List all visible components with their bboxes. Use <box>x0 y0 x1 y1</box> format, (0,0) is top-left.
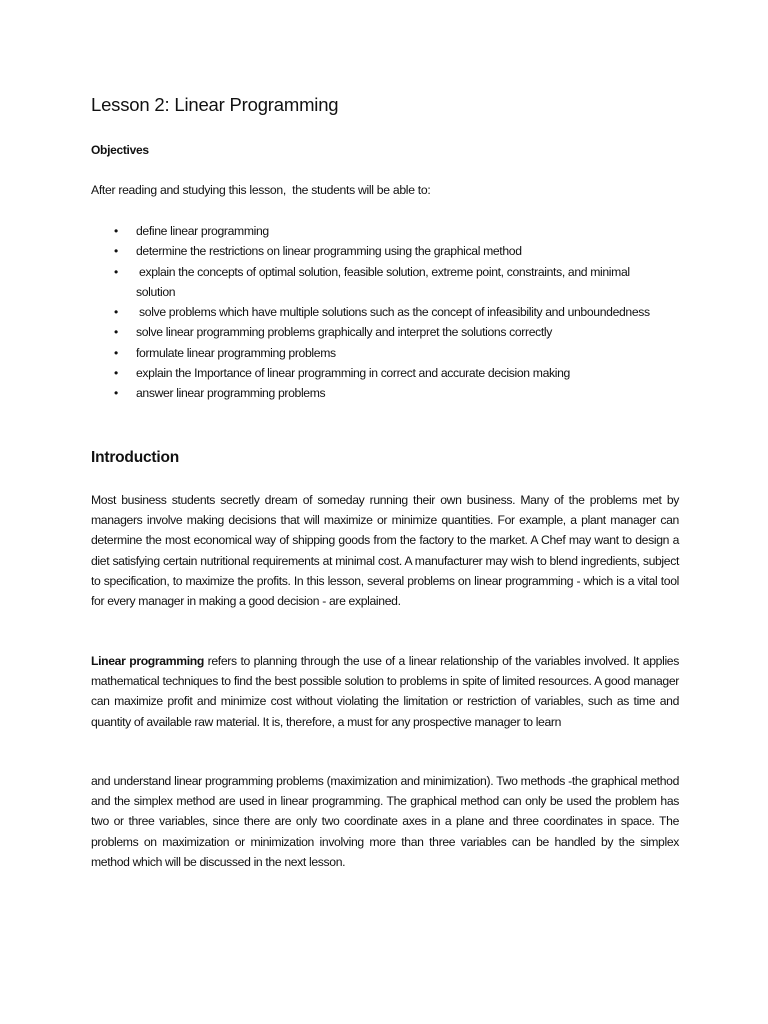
objective-item <box>91 383 651 403</box>
objective-text: formulate linear programming problems <box>136 345 336 360</box>
objective-item <box>91 363 651 383</box>
objective-item <box>91 322 651 342</box>
bullet-icon: • <box>114 224 118 238</box>
objective-item <box>91 343 651 363</box>
objective-item <box>91 262 651 303</box>
lesson-title: Lesson 2: Linear Programming <box>91 94 339 115</box>
bullet-icon: • <box>114 386 118 401</box>
objective-item <box>91 302 651 322</box>
bullet-icon: • <box>114 325 118 340</box>
objective-text: answer linear programming problems <box>136 386 326 401</box>
objective-item <box>91 221 651 241</box>
objectives-list <box>91 221 651 404</box>
introduction-paragraph-2 <box>91 651 679 732</box>
bullet-icon: • <box>114 345 118 360</box>
objective-item <box>91 241 651 261</box>
objectives-intro: After reading and studying this lesson, the students will be able to: <box>91 183 431 197</box>
objective-text: explain the Importance of linear programming in correct and accurate decision making <box>136 366 570 381</box>
bullet-icon: • <box>114 264 118 279</box>
introduction-paragraph-1: Most business students secretly dream of someday running their own business. Many of the problems met by managers involve making decisions that will maximize or minimize quantities. For example, a plant manager can determine the most economical way of shipping goods from the factory to the market. A Chef may want to design a diet satisfying certain nutritional requirements at minimal cost. A manufacturer may wish to blend ingredients, subject to specification, to maximize the profits. In this lesson, several problems on linear programming - which is a vital tool for every manager in making a good decision - are explained. <box>91 493 679 609</box>
objective-text: determine the restrictions on linear programming using the graphical method <box>136 244 522 259</box>
introduction-heading: Introduction <box>91 449 179 466</box>
objective-text: define linear programming <box>136 224 269 238</box>
linear-programming-term: Linear programming <box>91 654 204 668</box>
introduction-paragraph-3: and understand linear programming problems (maximization and minimization). Two methods -the graphical method and the simplex method are used in linear programming. The graphical method can only be used the problem has two or three variables, since there are only two coordinate axes in a plane and three coordinates in space. The problems on maximization or minimization involving more than three variables can be handled by the simplex method which will be discussed in the next lesson. <box>91 774 679 869</box>
objectives-heading: Objectives <box>91 143 149 157</box>
bullet-icon: • <box>114 305 118 320</box>
objective-text: solve linear programming problems graphically and interpret the solutions correctly <box>136 325 553 340</box>
bullet-icon: • <box>114 366 118 381</box>
bullet-icon: • <box>114 244 118 259</box>
paragraph-2-text: refers to planning through the use of a linear relationship of the variables involved. It applies mathematical techniques to find the best possible solution to problems in spite of limited resources. A good manager can maximize profit and minimize cost without violating the limitation or restriction of variables, such as time and quantity of available raw material. It is, therefore, a must for any prospective manager to learn <box>91 654 679 729</box>
objective-text: explain the concepts of optimal solution, feasible solution, extreme point, constraints, and minimal solution <box>136 264 633 299</box>
objective-text: solve problems which have multiple solutions such as the concept of infeasibility and unboundedness <box>136 305 650 320</box>
